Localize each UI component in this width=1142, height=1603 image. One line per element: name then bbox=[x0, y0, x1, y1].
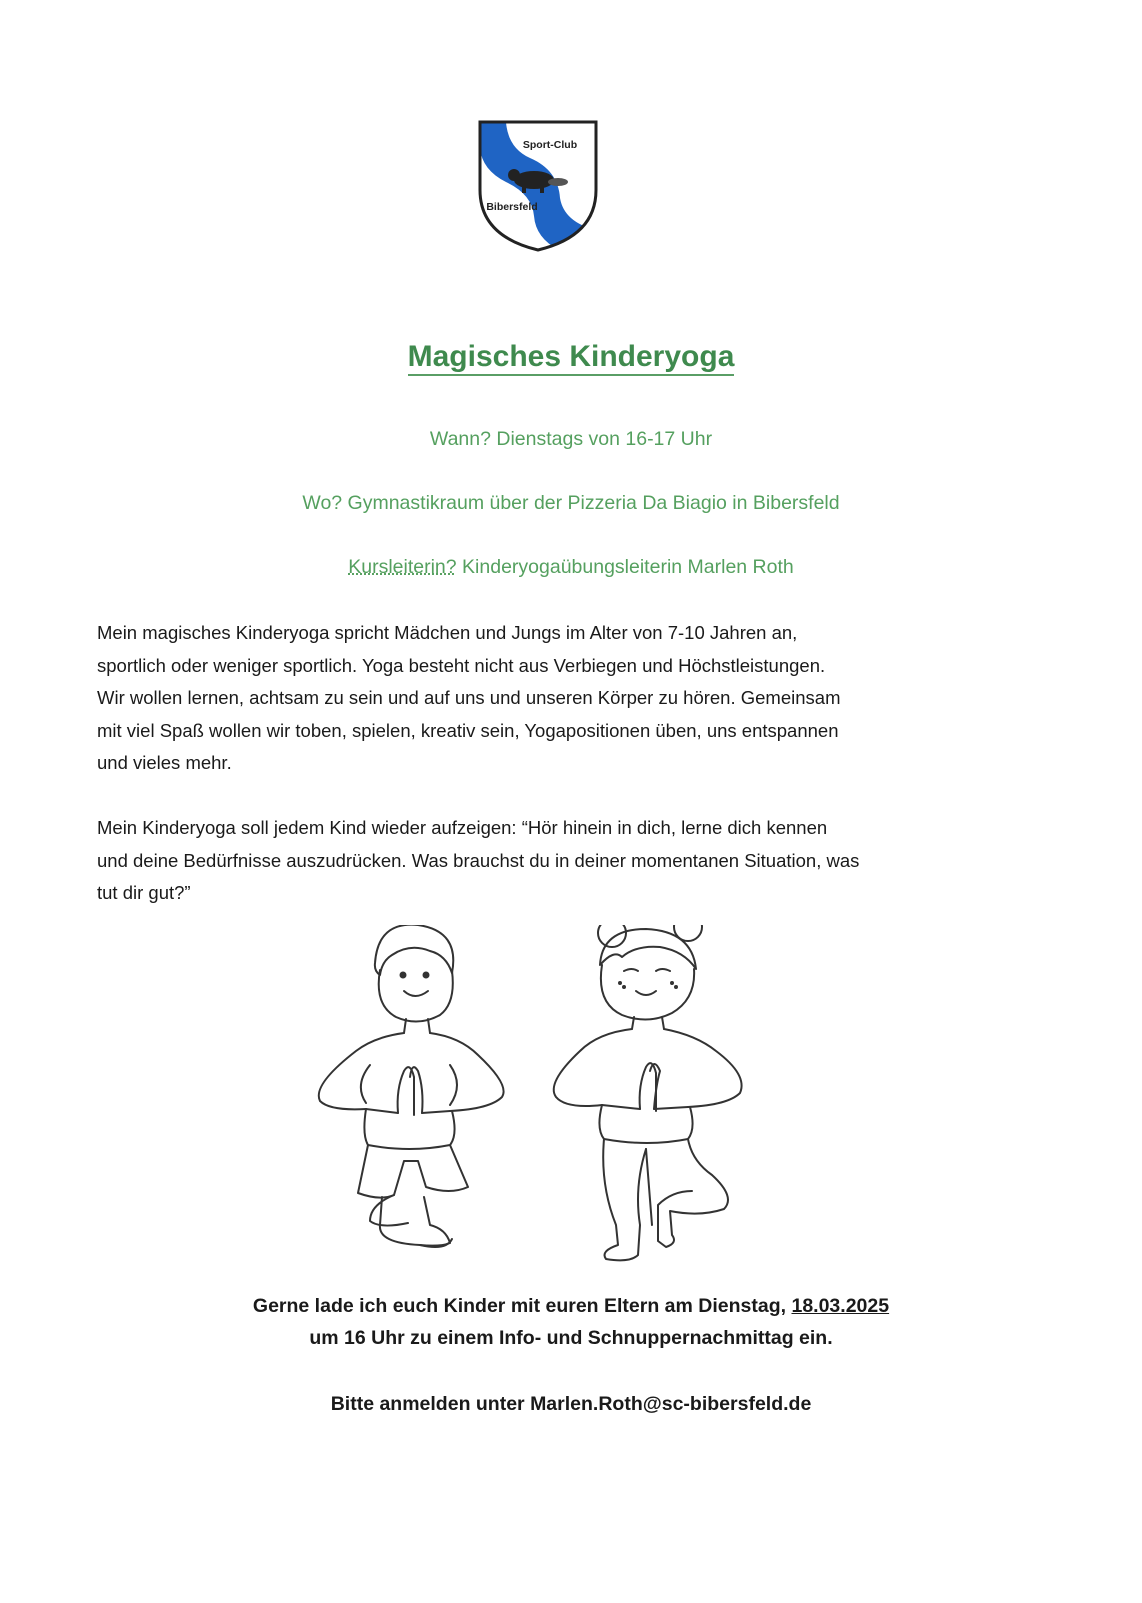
invitation-line-1 bbox=[0, 1290, 1142, 1322]
text-line: und deine Bedürfnisse auszudrücken. Was brauchst du in deiner momentanen Situation, was bbox=[97, 849, 860, 871]
info-leader-label: Kursleiterin? bbox=[348, 556, 457, 578]
invitation-date: 18.03.2025 bbox=[791, 1295, 890, 1317]
text-line: tut dir gut?” bbox=[97, 882, 191, 903]
quote-paragraph bbox=[97, 812, 997, 910]
invitation-text bbox=[0, 1290, 1142, 1354]
page-title: Magisches Kinderyoga bbox=[0, 340, 1142, 374]
kids-yoga-illustration bbox=[300, 925, 780, 1295]
text-line: Mein Kinderyoga soll jedem Kind wieder aufzeigen: “Hör hinein in dich, lerne dich kennen bbox=[97, 817, 828, 838]
text-line: sportlich oder weniger sportlich. Yoga besteht nicht aus Verbiegen und Höchstleistungen. bbox=[97, 654, 826, 676]
text-line: Wir wollen lernen, achtsam zu sein und auf uns und unseren Körper zu hören. Gemeinsam bbox=[97, 687, 841, 708]
club-logo bbox=[476, 118, 600, 254]
info-leader-value: Kinderyogaübungsleiterin Marlen Roth bbox=[462, 556, 794, 578]
registration-text: Bitte anmelden unter Marlen.Roth@sc-bibersfeld.de bbox=[330, 1393, 812, 1415]
info-where: Wo? Gymnastikraum über der Pizzeria Da Biagio in Bibersfeld bbox=[302, 492, 840, 514]
girl-drawing bbox=[554, 925, 742, 1260]
invitation-line-2: um 16 Uhr zu einem Info- und Schnuppernachmittag ein. bbox=[309, 1327, 833, 1349]
info-leader bbox=[0, 556, 1142, 579]
logo-bottom-text: Bibersfeld bbox=[486, 201, 538, 213]
logo-top-text: Sport-Club bbox=[522, 139, 578, 151]
boy-drawing bbox=[319, 925, 504, 1247]
invitation-prefix: Gerne lade ich euch Kinder mit euren Eltern am Dienstag, bbox=[252, 1295, 792, 1317]
text-line: mit viel Spaß wollen wir toben, spielen, kreativ sein, Yogapositionen üben, uns entspannen bbox=[97, 719, 839, 741]
text-line: und vieles mehr. bbox=[97, 752, 232, 773]
info-when: Wann? Dienstags von 16-17 Uhr bbox=[429, 428, 713, 450]
text-line: Mein magisches Kinderyoga spricht Mädchen und Jungs im Alter von 7-10 Jahren an, bbox=[97, 622, 798, 643]
description-paragraph bbox=[97, 617, 997, 780]
